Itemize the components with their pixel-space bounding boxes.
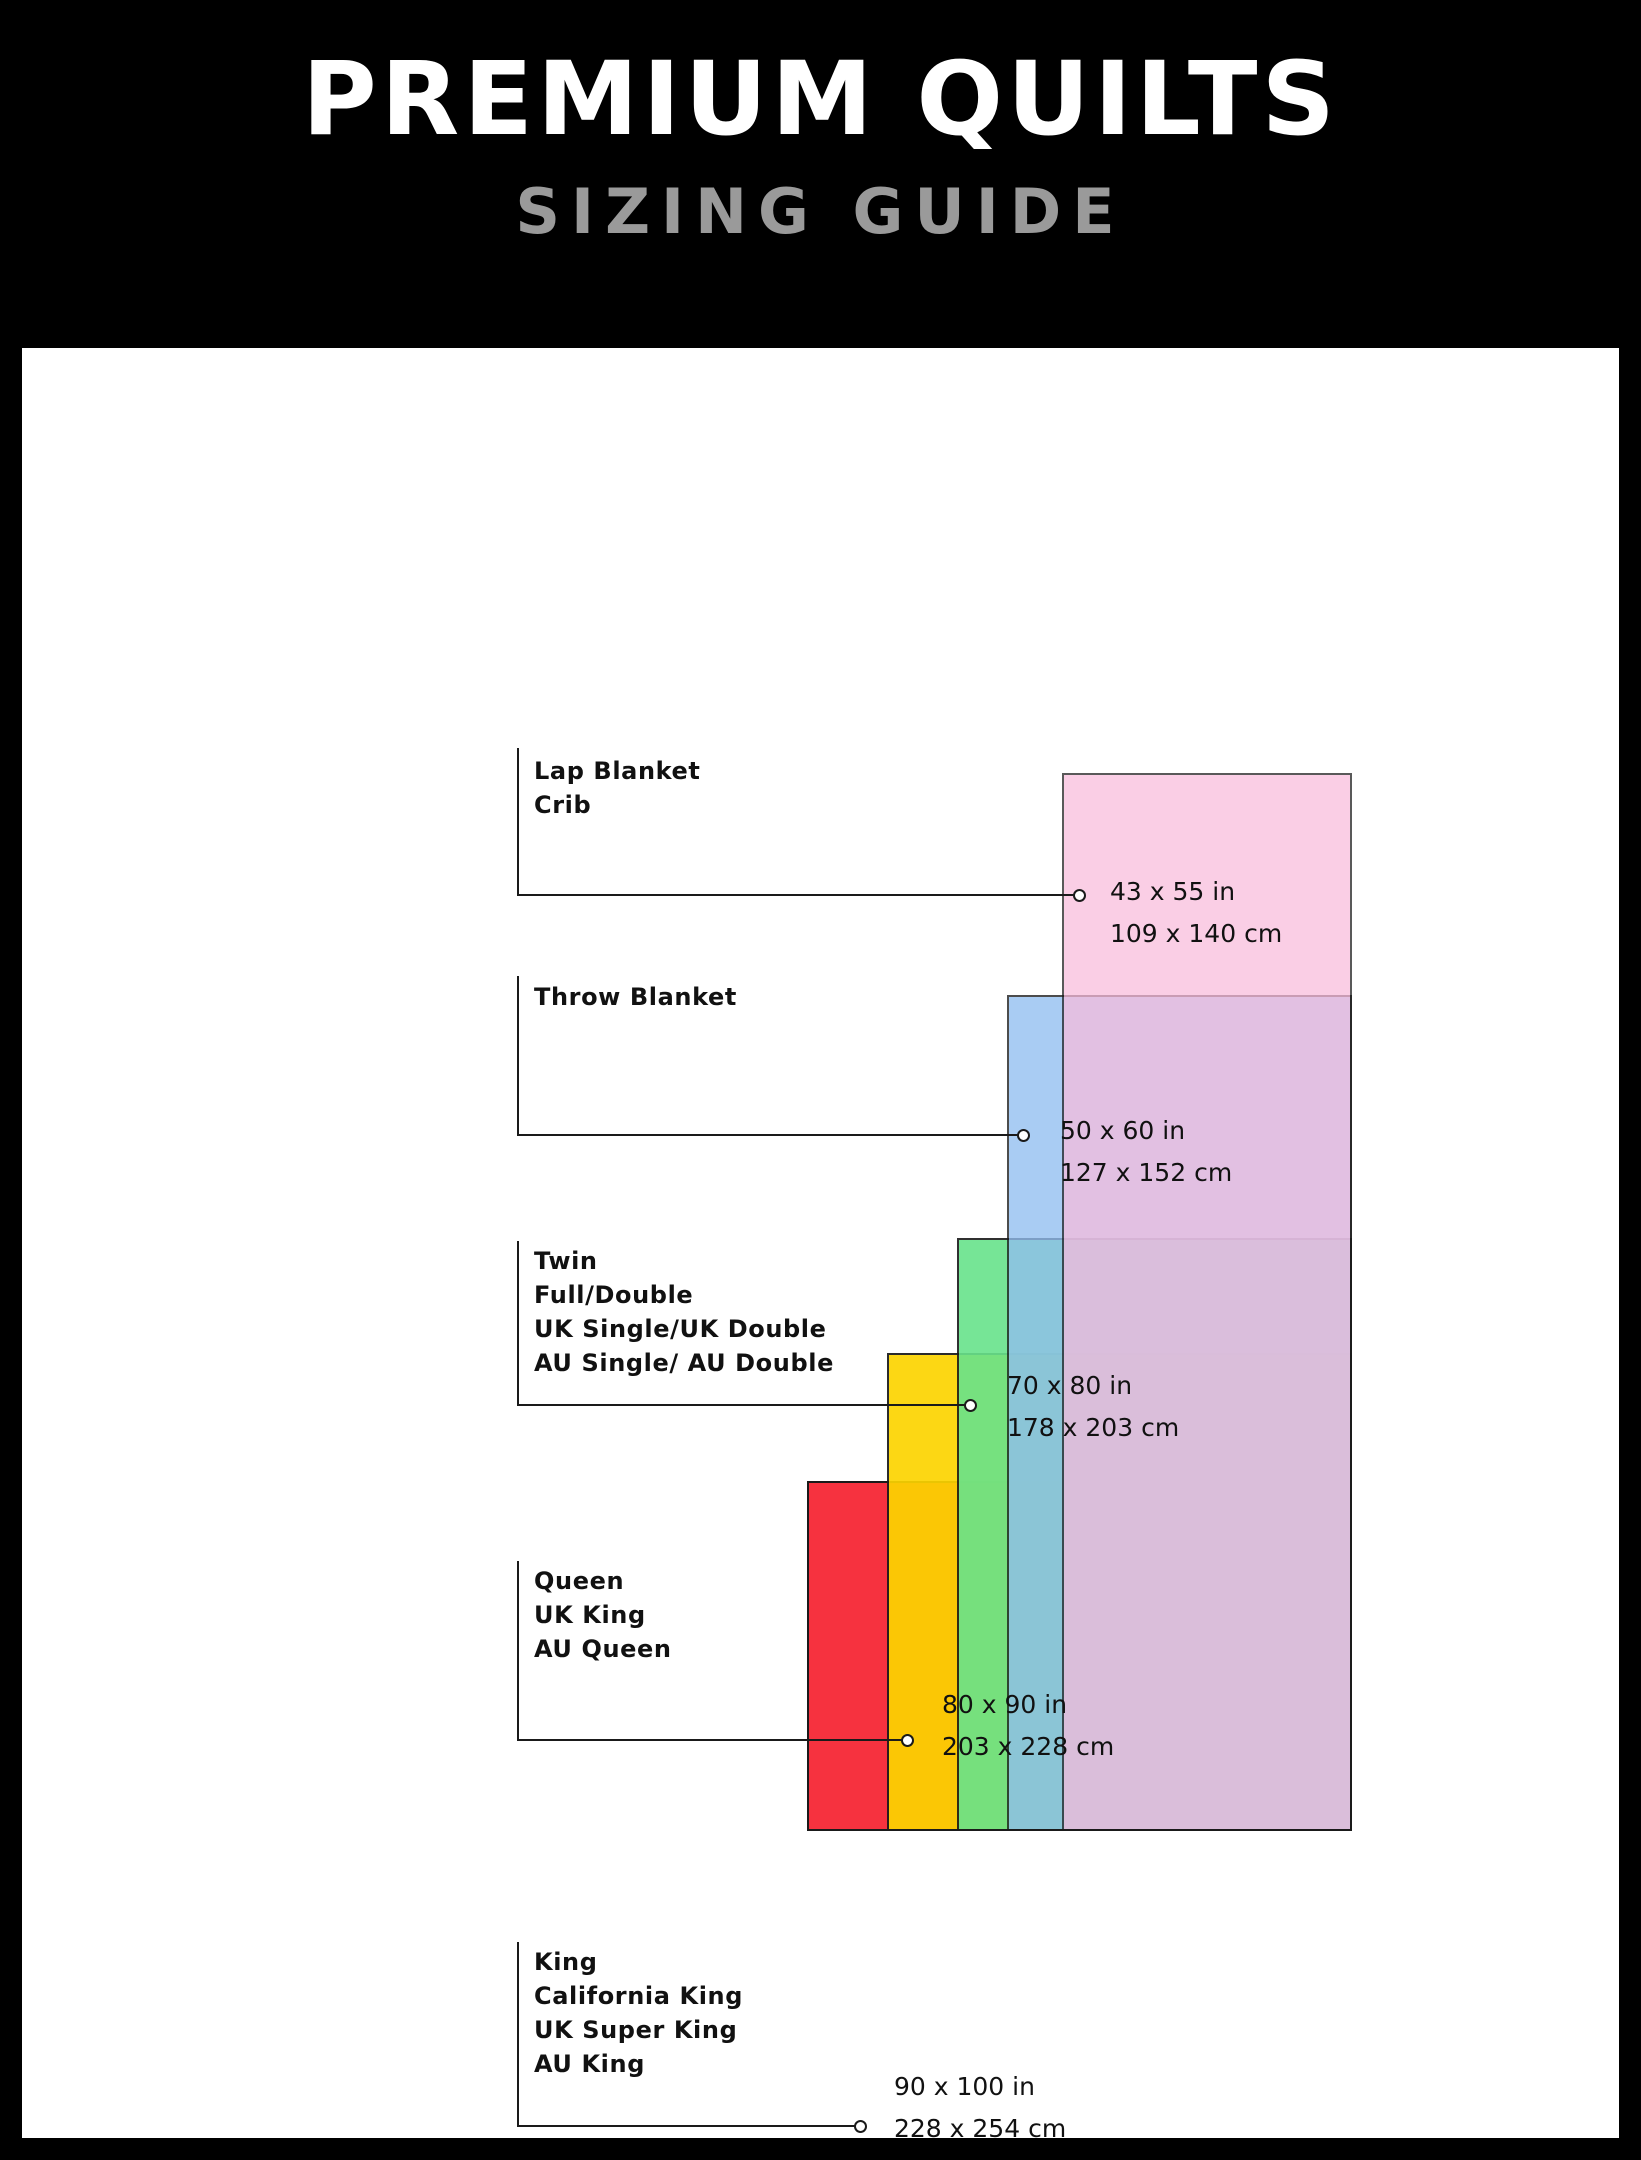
category-label-lap-crib [534,754,701,822]
category-name: UK King [534,1601,646,1629]
dimension-label-king [894,2066,1066,2150]
size-inches: 43 x 55 in [1110,877,1236,906]
category-name: King [534,1948,598,1976]
category-name: UK Single/UK Double [534,1315,827,1343]
dimension-label-lap-crib [1110,871,1282,955]
category-label-king [534,1945,743,2081]
size-inches: 80 x 90 in [942,1690,1068,1719]
category-name: Full/Double [534,1281,694,1309]
page-subtitle: SIZING GUIDE [515,175,1126,248]
size-inches: 90 x 100 in [894,2072,1035,2101]
category-label-throw [534,980,737,1014]
size-cm: 178 x 203 cm [1007,1413,1180,1442]
header-banner [0,0,1641,340]
size-cm: 228 x 254 cm [894,2114,1067,2143]
category-name: AU King [534,2050,645,2078]
category-name: AU Queen [534,1635,672,1663]
category-label-twin-full [534,1244,834,1380]
dimension-label-throw [1060,1110,1232,1194]
size-cm: 109 x 140 cm [1110,919,1283,948]
size-comparison-chart [22,348,1619,2143]
category-name: UK Super King [534,2016,738,2044]
size-inches: 50 x 60 in [1060,1116,1186,1145]
size-cm: 127 x 152 cm [1060,1158,1233,1187]
size-inches: 70 x 80 in [1007,1371,1133,1400]
category-name: Lap Blanket [534,757,701,785]
category-name: Queen [534,1567,625,1595]
dimension-label-twin-full [1007,1365,1179,1449]
category-name: AU Single/ AU Double [534,1349,834,1377]
category-name: Throw Blanket [534,983,737,1011]
chart-card [22,348,1619,2143]
category-name: Crib [534,791,592,819]
size-cm: 203 x 228 cm [942,1732,1115,1761]
category-label-queen [534,1564,672,1666]
page-title: PREMIUM QUILTS [302,40,1339,159]
category-name: California King [534,1982,743,2010]
dimension-label-queen [942,1684,1114,1768]
category-name: Twin [534,1247,598,1275]
